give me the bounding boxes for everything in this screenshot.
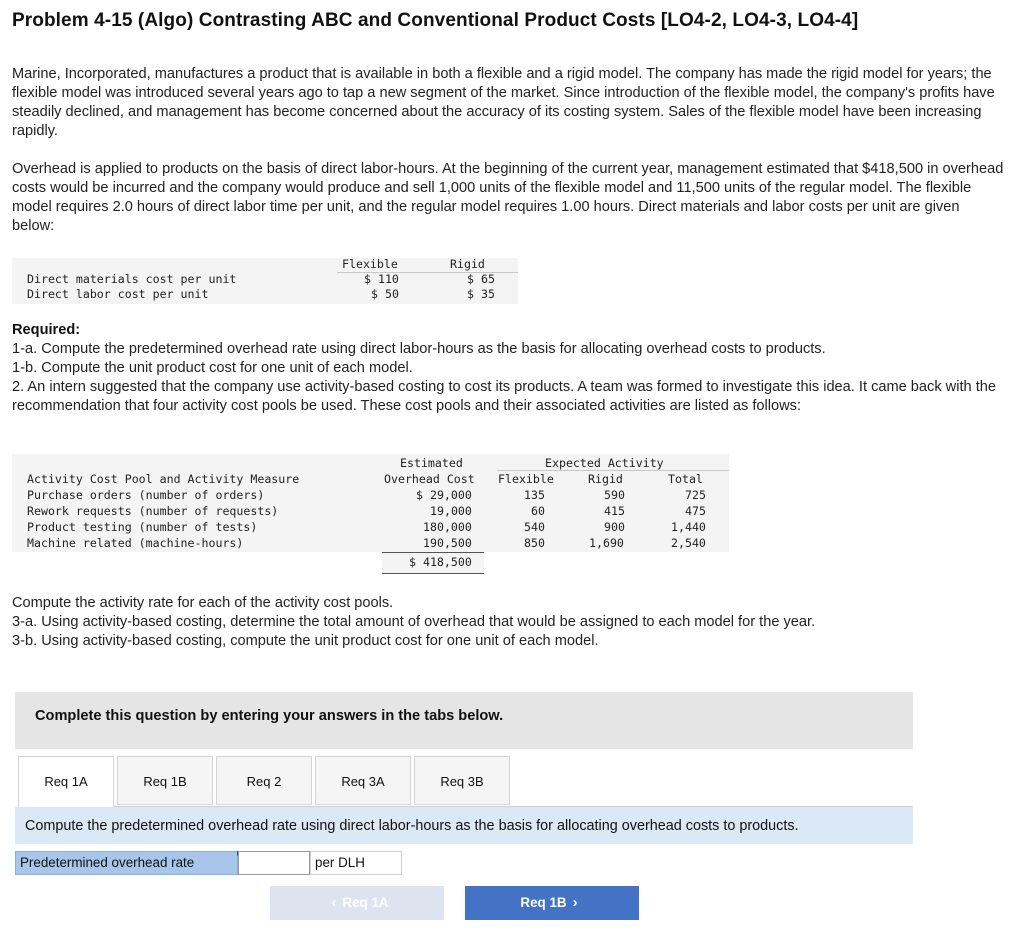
requirement-tabs xyxy=(15,756,913,807)
page-title: Problem 4-15 (Algo) Contrasting ABC and Conventional Product Costs [LO4-2, LO4-3, LO4-4] xyxy=(12,10,859,31)
activity-row-rigid: 590 xyxy=(604,488,625,502)
cost-table xyxy=(12,258,518,304)
activity-row-label: Product testing (number of tests) xyxy=(27,520,258,534)
complete-question-banner xyxy=(15,692,913,749)
tab-req-2[interactable]: Req 2 xyxy=(216,756,312,805)
tab-req-1a[interactable]: Req 1A xyxy=(18,756,114,807)
activity-total-cost: $ 418,500 xyxy=(409,555,472,569)
activity-row-rigid: 415 xyxy=(604,504,625,518)
answer-unit: per DLH xyxy=(310,851,402,875)
activity-row-rigid: 1,690 xyxy=(589,536,624,550)
activity-header-total: Total xyxy=(668,472,703,486)
required-item-1b: 1-b. Compute the unit product cost for one unit of each model. xyxy=(12,360,413,376)
required-section xyxy=(12,321,1012,416)
instructions xyxy=(12,594,1012,651)
activity-row-label: Purchase orders (number of orders) xyxy=(27,488,265,502)
activity-row-flexible: 850 xyxy=(524,536,545,550)
instruction-activity-rate: Compute the activity rate for each of the activity cost pools. xyxy=(12,595,394,611)
answer-label: Predetermined overhead rate xyxy=(15,851,238,875)
activity-header-pool: Activity Cost Pool and Activity Measure xyxy=(27,472,300,486)
activity-row-flexible: 60 xyxy=(531,504,545,518)
next-button[interactable] xyxy=(465,886,639,920)
activity-row-total: 1,440 xyxy=(671,520,706,534)
cost-row-label: Direct labor cost per unit xyxy=(27,287,209,301)
cost-header-rigid: Rigid xyxy=(450,257,485,271)
instruction-3a: 3-a. Using activity-based costing, determine the total amount of overhead that would be assigned to each model for the year. xyxy=(12,614,816,630)
tab-req-3a[interactable]: Req 3A xyxy=(315,756,411,805)
cost-header-flexible: Flexible xyxy=(342,257,398,271)
activity-row-total: 475 xyxy=(685,504,706,518)
question-prompt xyxy=(15,807,913,844)
chevron-left-icon: ‹ xyxy=(331,894,337,911)
activity-row-total: 2,540 xyxy=(671,536,706,550)
cost-row-flexible: $ 50 xyxy=(371,287,399,301)
chevron-right-icon: › xyxy=(572,894,578,911)
activity-header-overhead-cost: Overhead Cost xyxy=(384,472,475,486)
total-rule xyxy=(382,552,484,553)
required-title: Required: xyxy=(12,322,81,338)
activity-row-flexible: 540 xyxy=(524,520,545,534)
activity-row-rigid: 900 xyxy=(604,520,625,534)
tab-req-1b[interactable]: Req 1B xyxy=(117,756,213,805)
activity-row-cost: 180,000 xyxy=(423,520,472,534)
cost-row-flexible: $ 110 xyxy=(364,272,399,286)
activity-header-rigid: Rigid xyxy=(588,472,623,486)
cost-row-rigid: $ 65 xyxy=(467,272,495,286)
activity-header-estimated: Estimated xyxy=(400,456,463,470)
required-item-2: 2. An intern suggested that the company use activity-based costing to cost its products. A team was formed to investigate this idea. It came back with the recommendation that four activity cost pools be used. These cost pools and their associated activities are listed as follows: xyxy=(12,379,996,414)
expected-activity-rule xyxy=(497,470,729,471)
intro-paragraph: Marine, Incorporated, manufactures a product that is available in both a flexible and a rigid model. The company has made the rigid model for years; the flexible model was introduced several years ago to tap a new segment of the market. Since introduction of the flexible model, the company's profits have steadily declined, and management has become concerned about the accuracy of its costing system. Sales of the flexible model have been increasing rapidly. xyxy=(12,66,995,139)
cost-row-rigid: $ 35 xyxy=(467,287,495,301)
total-double-rule xyxy=(382,573,484,574)
activity-row-cost: 19,000 xyxy=(430,504,472,518)
previous-button xyxy=(270,886,444,920)
activity-header-expected: Expected Activity xyxy=(545,456,664,470)
activity-row-cost: 190,500 xyxy=(423,536,472,550)
overhead-paragraph: Overhead is applied to products on the basis of direct labor-hours. At the beginning of the current year, management estimated that $418,500 in overhead costs would be incurred and the company would produce and sell 1,000 units of the flexible model and 11,500 units of the regular model. The flexible model requires 2.0 hours of direct labor time per unit, and the regular model requires 1.00 hours. Direct materials and labor costs per unit are given below: xyxy=(12,161,1004,234)
activity-row-cost: $ 29,000 xyxy=(416,488,472,502)
required-item-1a: 1-a. Compute the predetermined overhead rate using direct labor-hours as the basis for allocating overhead costs to products. xyxy=(12,341,826,357)
activity-row-label: Machine related (machine-hours) xyxy=(27,536,244,550)
activity-row-total: 725 xyxy=(685,488,706,502)
predetermined-overhead-rate-input[interactable] xyxy=(238,851,310,875)
next-button-label: Req 1B xyxy=(520,895,567,910)
activity-row-flexible: 135 xyxy=(524,488,545,502)
previous-button-label: Req 1A xyxy=(342,895,389,910)
banner-text: Complete this question by entering your answers in the tabs below. xyxy=(35,708,504,724)
activity-row-label: Rework requests (number of requests) xyxy=(27,504,279,518)
instruction-3b: 3-b. Using activity-based costing, compute the unit product cost for one unit of each model. xyxy=(12,633,599,649)
prompt-text: Compute the predetermined overhead rate using direct labor-hours as the basis for allocating overhead costs to products. xyxy=(25,818,799,834)
tab-req-3b[interactable]: Req 3B xyxy=(414,756,510,805)
activity-table xyxy=(12,454,729,574)
activity-header-flexible: Flexible xyxy=(498,472,554,486)
cost-row-label: Direct materials cost per unit xyxy=(27,272,237,286)
